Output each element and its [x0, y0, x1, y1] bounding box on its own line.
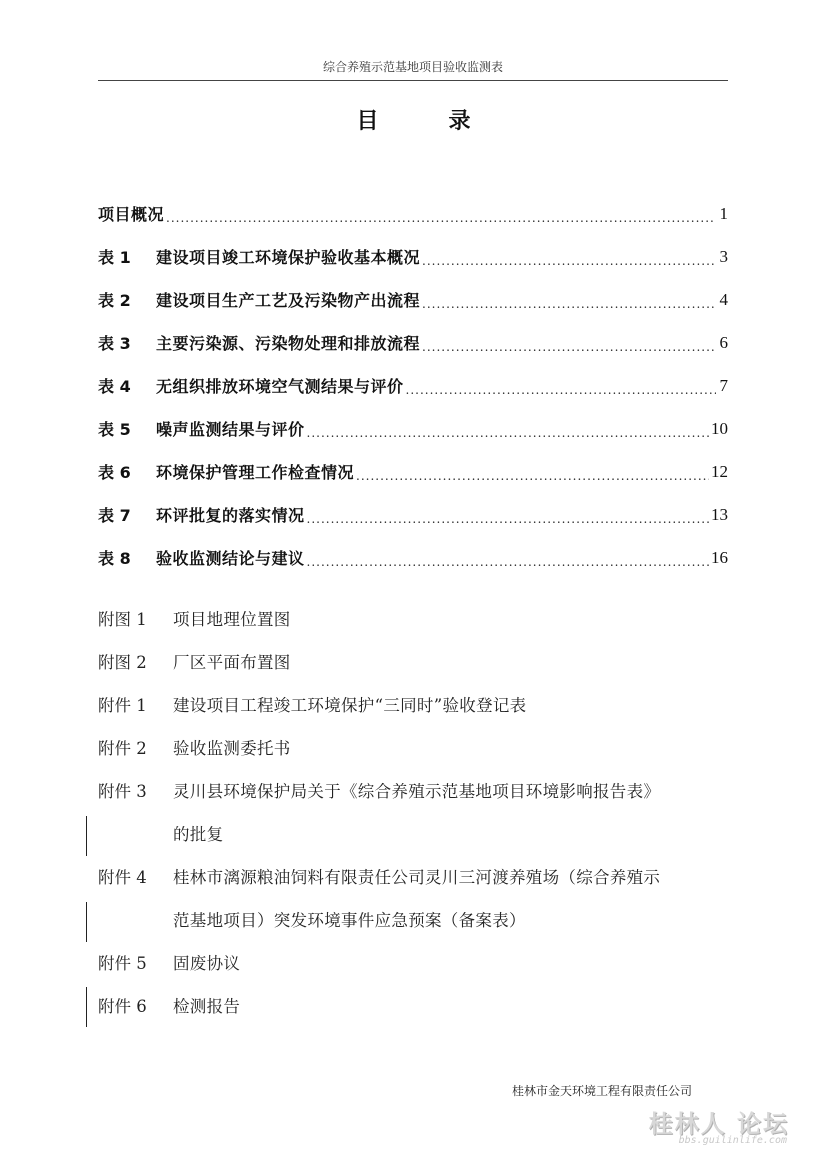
toc-entry-overview[interactable] [98, 192, 728, 235]
toc-entry-table-1[interactable] [98, 235, 728, 278]
appendix-key: 附图 1 [98, 610, 147, 629]
toc-leader-dots [356, 469, 709, 483]
toc-entry-table-3[interactable] [98, 321, 728, 364]
appendix-title: 固废协议 [173, 954, 241, 973]
toc-entry-label: 项目概况 [98, 205, 165, 224]
footer-company: 桂林市金天环境工程有限责任公司 [512, 1084, 693, 1098]
title-part-1: 目 [356, 109, 379, 134]
toc-entry-page: 16 [711, 547, 728, 567]
toc-leader-dots [307, 555, 709, 569]
toc-leader-dots [166, 211, 716, 225]
toc-entry-page: 1 [719, 203, 728, 223]
page-title [0, 104, 827, 135]
toc-entry-table-6[interactable] [98, 450, 728, 493]
appendix-item [98, 942, 738, 985]
toc-leader-dots [422, 297, 716, 311]
toc-entry-label: 环境保护管理工作检查情况 [156, 463, 355, 482]
appendix-item [98, 770, 738, 856]
toc-entry-label: 无组织排放环境空气测结果与评价 [156, 377, 404, 396]
toc-entry-page: 13 [711, 504, 728, 524]
toc-entry-number: 表 3 [98, 334, 131, 353]
appendix-item [98, 598, 738, 641]
toc-leader-dots [307, 512, 709, 526]
toc-leader-dots [422, 254, 716, 268]
header-text: 综合养殖示范基地项目验收监测表 [322, 60, 503, 74]
appendix-title: 验收监测委托书 [173, 739, 291, 758]
toc-entry-number: 表 5 [98, 420, 131, 439]
toc-entry-label: 噪声监测结果与评价 [156, 420, 305, 439]
toc-entry-table-8[interactable] [98, 536, 728, 579]
appendix-title: 厂区平面布置图 [173, 653, 291, 672]
toc-entry-number: 表 1 [98, 248, 131, 267]
toc-entry-table-7[interactable] [98, 493, 728, 536]
appendix-item [98, 985, 738, 1028]
appendix-title-line-2: 的批复 [173, 825, 224, 844]
toc-entry-page: 7 [719, 375, 728, 395]
toc-entry-number: 表 6 [98, 463, 131, 482]
revision-bar [86, 987, 87, 1027]
appendix-item [98, 727, 738, 770]
toc-entry-page: 3 [719, 246, 728, 266]
appendix-title: 建设项目工程竣工环境保护“三同时”验收登记表 [173, 696, 527, 715]
appendix-title: 项目地理位置图 [173, 610, 291, 629]
toc-entry-number: 表 8 [98, 549, 131, 568]
toc-entry-page: 12 [711, 461, 728, 481]
toc-entry-page: 6 [719, 332, 728, 352]
title-part-2: 录 [448, 109, 471, 134]
appendix-title-line-2: 范基地项目）突发环境事件应急预案（备案表） [173, 911, 526, 930]
toc-entry-number: 表 2 [98, 291, 131, 310]
appendix-key: 附件 6 [98, 997, 147, 1016]
appendix-key: 附件 1 [98, 696, 147, 715]
appendix-key: 附件 4 [98, 868, 147, 887]
toc-entry-label: 环评批复的落实情况 [156, 506, 305, 525]
toc-entry-table-2[interactable] [98, 278, 728, 321]
appendix-title [173, 856, 738, 942]
toc-entry-number: 表 4 [98, 377, 131, 396]
appendix-item [98, 684, 738, 727]
appendix-key: 附件 5 [98, 954, 147, 973]
toc-entry-page: 10 [711, 418, 728, 438]
toc-entry-number: 表 7 [98, 506, 131, 525]
toc-entry-label: 建设项目生产工艺及污染物产出流程 [156, 291, 421, 310]
toc-entry-label: 主要污染源、污染物处理和排放流程 [156, 334, 421, 353]
table-of-contents [98, 192, 728, 579]
page-footer [512, 1082, 692, 1099]
appendix-title-line-1: 桂林市漓源粮油饲料有限责任公司灵川三河渡养殖场（综合养殖示 [173, 868, 661, 887]
toc-leader-dots [307, 426, 709, 440]
watermark-url: bbs.guilinlife.com [678, 1135, 787, 1146]
toc-entry-table-5[interactable] [98, 407, 728, 450]
toc-entry-label: 建设项目竣工环境保护验收基本概况 [156, 248, 421, 267]
appendix-key: 附件 2 [98, 739, 147, 758]
toc-entry-table-4[interactable] [98, 364, 728, 407]
page-header [98, 58, 728, 81]
appendix-key: 附件 3 [98, 782, 147, 801]
appendix-title-line-1: 灵川县环境保护局关于《综合养殖示范基地项目环境影响报告表》 [173, 782, 661, 801]
appendix-key: 附图 2 [98, 653, 147, 672]
appendix-list [98, 598, 738, 1028]
watermark-logo: 桂林人 论坛 [648, 1110, 789, 1138]
appendix-title [173, 770, 738, 856]
toc-leader-dots [406, 383, 716, 397]
appendix-title: 检测报告 [173, 997, 241, 1016]
revision-bar [86, 816, 87, 856]
appendix-item [98, 641, 738, 684]
toc-leader-dots [422, 340, 716, 354]
toc-entry-page: 4 [719, 289, 728, 309]
appendix-item [98, 856, 738, 942]
toc-entry-label: 验收监测结论与建议 [156, 549, 305, 568]
revision-bar [86, 902, 87, 942]
